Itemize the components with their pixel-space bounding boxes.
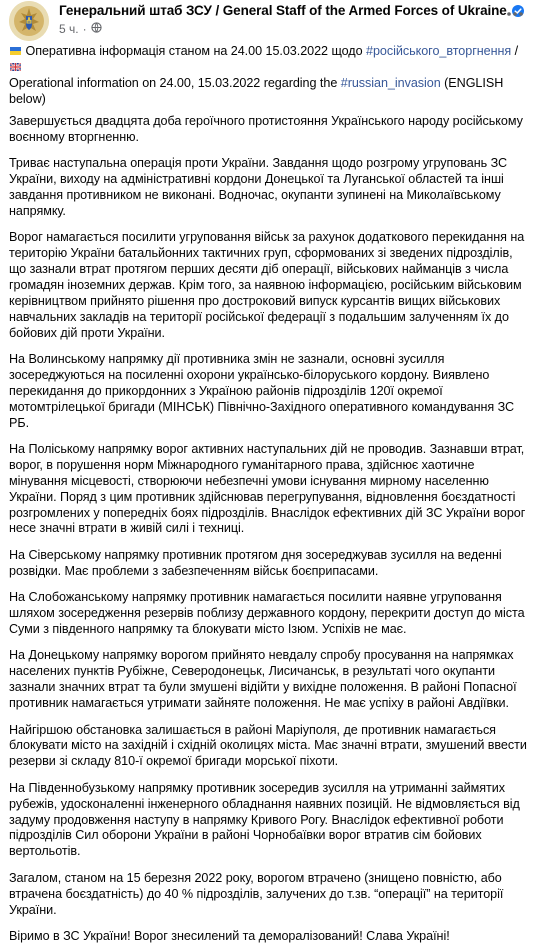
intro-text-en: Operational information on 24.00, 15.03.2022 regarding the xyxy=(9,75,341,90)
post-paragraph: На Поліському напрямку ворог активних наступальних дій не проводив. Зазнавши втрат, ворог, в порушення норм Міжнародного гуманітарного права, здійснює хаотичне мінування місцевості, створюючи небезпечні умови існування мирному населенню України. Поряд з цим противник здійснював перегрупування, відновлення боєздатності розгромлених у попередніх боях підрозділів. Внаслідок ефективних дій ЗС України ворог несе значні втрати в живій силі і техниці. xyxy=(9,441,526,536)
globe-icon xyxy=(91,22,102,36)
post-time[interactable]: 5 ч. xyxy=(59,22,79,36)
more-options-button[interactable] xyxy=(503,4,527,24)
post-paragraph: На Південнобузькому напрямку противник зосередив зусилля на утриманні займятих рубежів, удосконаленні інженерного обладнання наявних позицій. Не відмовляється від задуму продовження наступу в напрямку Кривого Рогу. Внаслідок ефективної роботи підрозділів Сил оборони України в районі Чорнобаївки ворог втратив сім бойових вертольотів. xyxy=(9,780,520,859)
post-paragraph: На Сіверському напрямку противник протягом дня зосереджував зусилля на веденні розвідки. Має проблеми з забезпеченням військ боєприпасами. xyxy=(9,547,502,578)
hashtag-link[interactable]: #російського_вторгнення xyxy=(366,44,512,58)
post-paragraph: Загалом, станом на 15 березня 2022 року, ворогом втрачено (знищено повністю, або втрачена боєздатність) до 40 % підрозділів, залучених до т.зв. “операції” на території України. xyxy=(9,870,504,917)
more-options-icon xyxy=(507,12,523,16)
post-paragraph: Ворог намагається посилити угруповання військ за рахунок додаткового перекидання на територію України батальйонних тактичних груп, сформованих зі зведених підрозділів, що зазнали втрат протягом перших десяти діб операції, військових найманців з числа громадян іноземних держав. Крім того, за наявною інформацією, російським військовим керівництвом прийнято рішення про достроковий випуск курсантів вищих військових навчальних закладів на території російської федерації з подальшим залученням їх до бойових дій проти України. xyxy=(9,230,525,340)
page-avatar[interactable] xyxy=(9,1,49,41)
page-name-text[interactable]: Генеральний штаб ЗСУ / General Staff of the Armed Forces of Ukraine xyxy=(59,3,507,18)
intro-text-en-suffix: (ENGLISH below) xyxy=(9,75,504,106)
post-paragraph: На Донецькому напрямку ворогом прийнято невдалу спробу просування на напрямках населених пунктів Рубіжне, Северодонецьк, Лисичанськ, в результаті чого окупанти зазнали значних втрат та були змушені відійти у вихідне положення. В районі Попасної противник намагається утримати зайняте положення. Не має успіху в районі Авдіївки. xyxy=(9,648,517,711)
post-paragraph: На Слобожанському напрямку противник намагається посилити наявне угруповання шляхом зосередження резервів поблизу державного кордону, перекрити доступ до міста Суми з південного напрямку та блокувати місто Ізюм. Успіхів не має. xyxy=(9,590,525,636)
post-paragraph: Завершується двадцята доба героїчного протистояння Українського народу російському воєнному вторгненню. xyxy=(9,113,523,144)
page-name[interactable] xyxy=(59,3,524,20)
meta-separator: · xyxy=(82,22,87,36)
coat-of-arms-icon xyxy=(9,1,49,41)
post-paragraph: Найгіршою обстановка залишається в районі Маріуполя, де противник намагається блокувати місто на західній і східній околицях міста. Має значні втрати, змушений ввести резерви зі складу 810-ї окремої бригади морської піхоти. xyxy=(9,722,527,769)
post-paragraph: Триває наступальна операція проти України. Завдання щодо розгрому угруповань ЗС України, виходу на адміністративні кордони Донецької та Луганської областей та інші завдання противником не виконані. Водночас, окупанти зупинені на Миколаївському напрямку. xyxy=(9,155,508,218)
intro-separator: / xyxy=(511,44,519,58)
post-intro xyxy=(9,44,530,108)
post-meta xyxy=(59,22,102,36)
ukraine-flag-icon xyxy=(10,44,21,52)
post-header xyxy=(0,0,538,44)
post-paragraph: Віримо в ЗС України! Ворог знесилений та деморалізований! Слава Україні! xyxy=(9,929,450,943)
post-paragraph: На Волинському напрямку дії противника змін не зазнали, основні зусилля зосереджуються на посиленні охорони українсько-білоруського кордону. Виявлено перекидання до прикордонних з Україною районів підрозділів 120ї окремої мотомтрілецької бригади (МІНСЬК) Північно-Західного оперативного командування ЗС РБ. xyxy=(9,351,515,430)
uk-flag-icon xyxy=(10,60,21,68)
post-body xyxy=(0,44,538,945)
intro-text-ua: Оперативна інформація станом на 24.00 15.03.2022 щодо xyxy=(25,44,367,58)
hashtag-link[interactable]: #russian_invasion xyxy=(340,75,441,90)
